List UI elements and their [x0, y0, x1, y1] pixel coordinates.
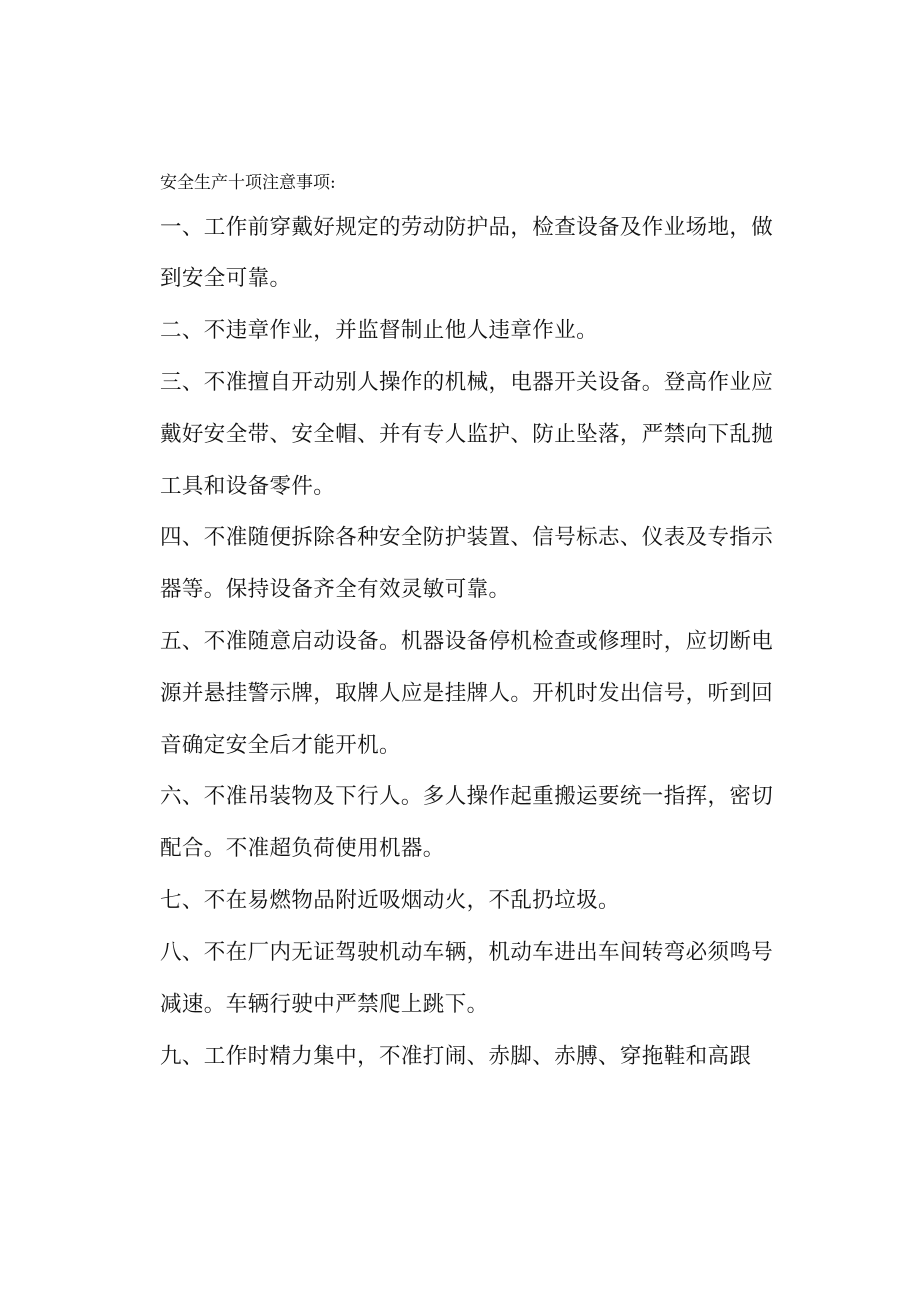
text-line: 减速。车辆行驶中严禁爬上跳下。	[160, 992, 489, 1017]
text-line: 七、不在易燃物品附近吸烟动火，不乱扔垃圾。	[160, 888, 620, 913]
text-line: 六、不准吊装物及下行人。多人操作起重搬运要统一指挥，密切	[160, 784, 774, 809]
text-line: 九、工作时精力集中，不准打闹、赤脚、赤膊、穿拖鞋和高跟	[160, 1044, 752, 1069]
text-line: 器等。保持设备齐全有效灵敏可靠。	[160, 577, 511, 602]
text-line: 四、不准随便拆除各种安全防护装置、信号标志、仪表及专指示	[160, 525, 774, 550]
page-heading: 安全生产十项注意事项:	[160, 173, 336, 193]
text-line: 二、不违章作业，并监督制止他人违章作业。	[160, 318, 599, 343]
text-line: 五、不准随意启动设备。机器设备停机检查或修理时，应切断电	[160, 629, 774, 654]
text-line: 三、不准擅自开动别人操作的机械，电器开关设备。登高作业应	[160, 370, 774, 395]
text-line: 配合。不准超负荷使用机器。	[160, 836, 445, 861]
text-line: 八、不在厂内无证驾驶机动车辆，机动车进出车间转弯必须鸣号	[160, 940, 774, 965]
text-line: 源并悬挂警示牌，取牌人应是挂牌人。开机时发出信号，听到回	[160, 681, 774, 706]
text-line: 工具和设备零件。	[160, 474, 336, 499]
text-line: 戴好安全带、安全帽、并有专人监护、防止坠落，严禁向下乱抛	[160, 422, 774, 447]
text-line: 一、工作前穿戴好规定的劳动防护品，检查设备及作业场地，做	[160, 215, 774, 240]
text-line: 音确定安全后才能开机。	[160, 733, 401, 758]
text-line: 到安全可靠。	[160, 266, 292, 291]
